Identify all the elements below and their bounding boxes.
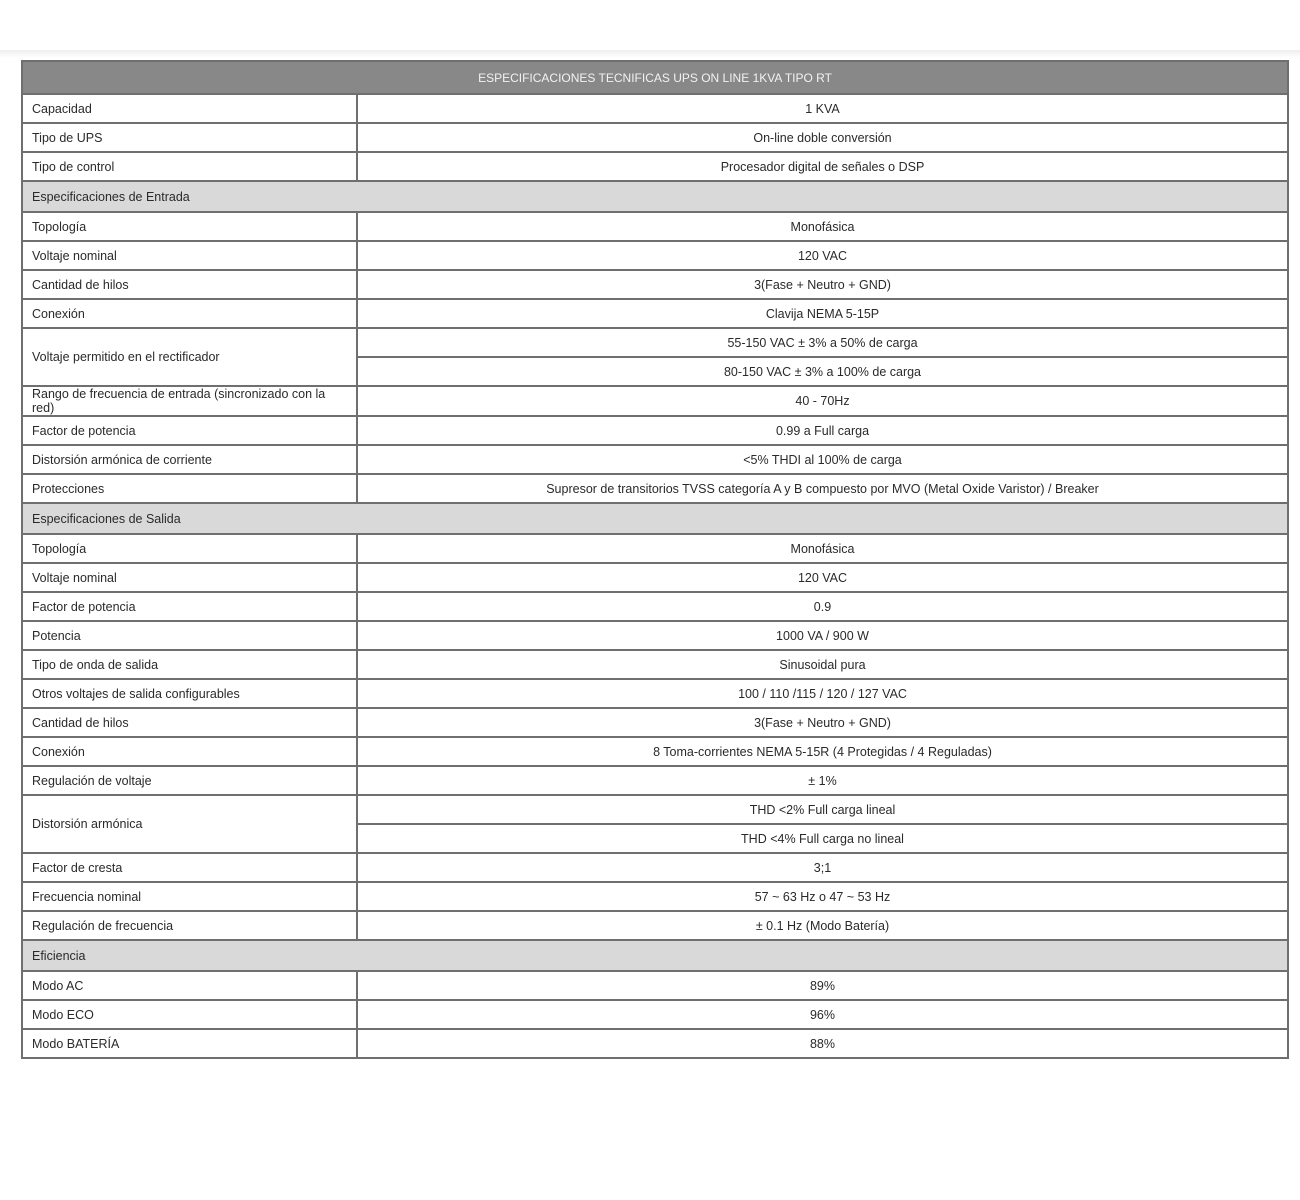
spec-label: Conexión xyxy=(22,737,357,766)
spec-label: Conexión xyxy=(22,299,357,328)
spec-label: Cantidad de hilos xyxy=(22,708,357,737)
spec-value: ± 0.1 Hz (Modo Batería) xyxy=(357,911,1288,940)
spec-value: 96% xyxy=(357,1000,1288,1029)
section-header: Especificaciones de Entrada xyxy=(22,181,1288,212)
spec-label: Factor de potencia xyxy=(22,592,357,621)
spec-value: 3(Fase + Neutro + GND) xyxy=(357,270,1288,299)
spec-label: Modo AC xyxy=(22,971,357,1000)
spec-row xyxy=(22,299,1288,328)
spec-row xyxy=(22,853,1288,882)
spec-row xyxy=(22,474,1288,503)
spec-label: Distorsión armónica xyxy=(22,795,357,853)
spec-row xyxy=(22,592,1288,621)
spec-table-header xyxy=(22,61,1288,94)
spec-value: <5% THDI al 100% de carga xyxy=(357,445,1288,474)
spec-value: 57 ~ 63 Hz o 47 ~ 53 Hz xyxy=(357,882,1288,911)
spec-label: Voltaje nominal xyxy=(22,563,357,592)
spec-row xyxy=(22,621,1288,650)
spec-label: Rango de frecuencia de entrada (sincronizado con la red) xyxy=(22,386,357,416)
spec-value: Monofásica xyxy=(357,534,1288,563)
spec-row xyxy=(22,270,1288,299)
page-top-shadow xyxy=(0,50,1300,58)
spec-table-body xyxy=(22,94,1288,1058)
spec-value: 120 VAC xyxy=(357,563,1288,592)
spec-row xyxy=(22,94,1288,123)
spec-label: Tipo de UPS xyxy=(22,123,357,152)
spec-row xyxy=(22,416,1288,445)
spec-value: THD <4% Full carga no lineal xyxy=(357,824,1288,853)
spec-table-title: ESPECIFICACIONES TECNIFICAS UPS ON LINE 1KVA TIPO RT xyxy=(22,61,1288,94)
section-header-row xyxy=(22,503,1288,534)
spec-value: 8 Toma-corrientes NEMA 5-15R (4 Protegidas / 4 Reguladas) xyxy=(357,737,1288,766)
spec-value: Sinusoidal pura xyxy=(357,650,1288,679)
spec-value: 3(Fase + Neutro + GND) xyxy=(357,708,1288,737)
spec-value: ± 1% xyxy=(357,766,1288,795)
spec-value: THD <2% Full carga lineal xyxy=(357,795,1288,824)
spec-label: Topología xyxy=(22,212,357,241)
spec-label: Factor de cresta xyxy=(22,853,357,882)
spec-row xyxy=(22,386,1288,416)
spec-label: Distorsión armónica de corriente xyxy=(22,445,357,474)
section-header-row xyxy=(22,940,1288,971)
spec-value: 3;1 xyxy=(357,853,1288,882)
spec-row xyxy=(22,534,1288,563)
spec-row xyxy=(22,679,1288,708)
spec-value: Procesador digital de señales o DSP xyxy=(357,152,1288,181)
spec-label: Tipo de control xyxy=(22,152,357,181)
spec-label: Otros voltajes de salida configurables xyxy=(22,679,357,708)
spec-row xyxy=(22,123,1288,152)
spec-value: On-line doble conversión xyxy=(357,123,1288,152)
spec-label: Regulación de voltaje xyxy=(22,766,357,795)
spec-row xyxy=(22,445,1288,474)
spec-label: Modo BATERÍA xyxy=(22,1029,357,1058)
spec-row xyxy=(22,708,1288,737)
spec-label: Voltaje permitido en el rectificador xyxy=(22,328,357,386)
spec-label: Capacidad xyxy=(22,94,357,123)
spec-label: Frecuencia nominal xyxy=(22,882,357,911)
spec-value: 88% xyxy=(357,1029,1288,1058)
spec-value: 40 - 70Hz xyxy=(357,386,1288,416)
spec-row xyxy=(22,650,1288,679)
spec-row xyxy=(22,241,1288,270)
section-header: Eficiencia xyxy=(22,940,1288,971)
spec-value: 100 / 110 /115 / 120 / 127 VAC xyxy=(357,679,1288,708)
spec-row xyxy=(22,563,1288,592)
spec-row xyxy=(22,971,1288,1000)
spec-row xyxy=(22,1029,1288,1058)
spec-row xyxy=(22,212,1288,241)
spec-row xyxy=(22,795,1288,824)
spec-label: Tipo de onda de salida xyxy=(22,650,357,679)
spec-label: Voltaje nominal xyxy=(22,241,357,270)
spec-value: Clavija NEMA 5-15P xyxy=(357,299,1288,328)
spec-value: 1 KVA xyxy=(357,94,1288,123)
spec-row xyxy=(22,766,1288,795)
spec-row xyxy=(22,911,1288,940)
spec-value: 89% xyxy=(357,971,1288,1000)
spec-row xyxy=(22,1000,1288,1029)
spec-value: 0.99 a Full carga xyxy=(357,416,1288,445)
spec-row xyxy=(22,328,1288,357)
spec-table xyxy=(21,60,1289,1059)
spec-value: 80-150 VAC ± 3% a 100% de carga xyxy=(357,357,1288,386)
spec-label: Factor de potencia xyxy=(22,416,357,445)
spec-label: Modo ECO xyxy=(22,1000,357,1029)
section-header: Especificaciones de Salida xyxy=(22,503,1288,534)
spec-row xyxy=(22,882,1288,911)
section-header-row xyxy=(22,181,1288,212)
spec-value: Supresor de transitorios TVSS categoría A y B compuesto por MVO (Metal Oxide Varistor) / Breaker xyxy=(357,474,1288,503)
spec-row xyxy=(22,737,1288,766)
spec-value: 1000 VA / 900 W xyxy=(357,621,1288,650)
spec-value: 0.9 xyxy=(357,592,1288,621)
spec-label: Regulación de frecuencia xyxy=(22,911,357,940)
spec-label: Cantidad de hilos xyxy=(22,270,357,299)
spec-row xyxy=(22,152,1288,181)
spec-label: Protecciones xyxy=(22,474,357,503)
spec-table-container xyxy=(21,60,1287,1059)
spec-label: Potencia xyxy=(22,621,357,650)
spec-label: Topología xyxy=(22,534,357,563)
spec-value: 55-150 VAC ± 3% a 50% de carga xyxy=(357,328,1288,357)
spec-value: 120 VAC xyxy=(357,241,1288,270)
spec-value: Monofásica xyxy=(357,212,1288,241)
